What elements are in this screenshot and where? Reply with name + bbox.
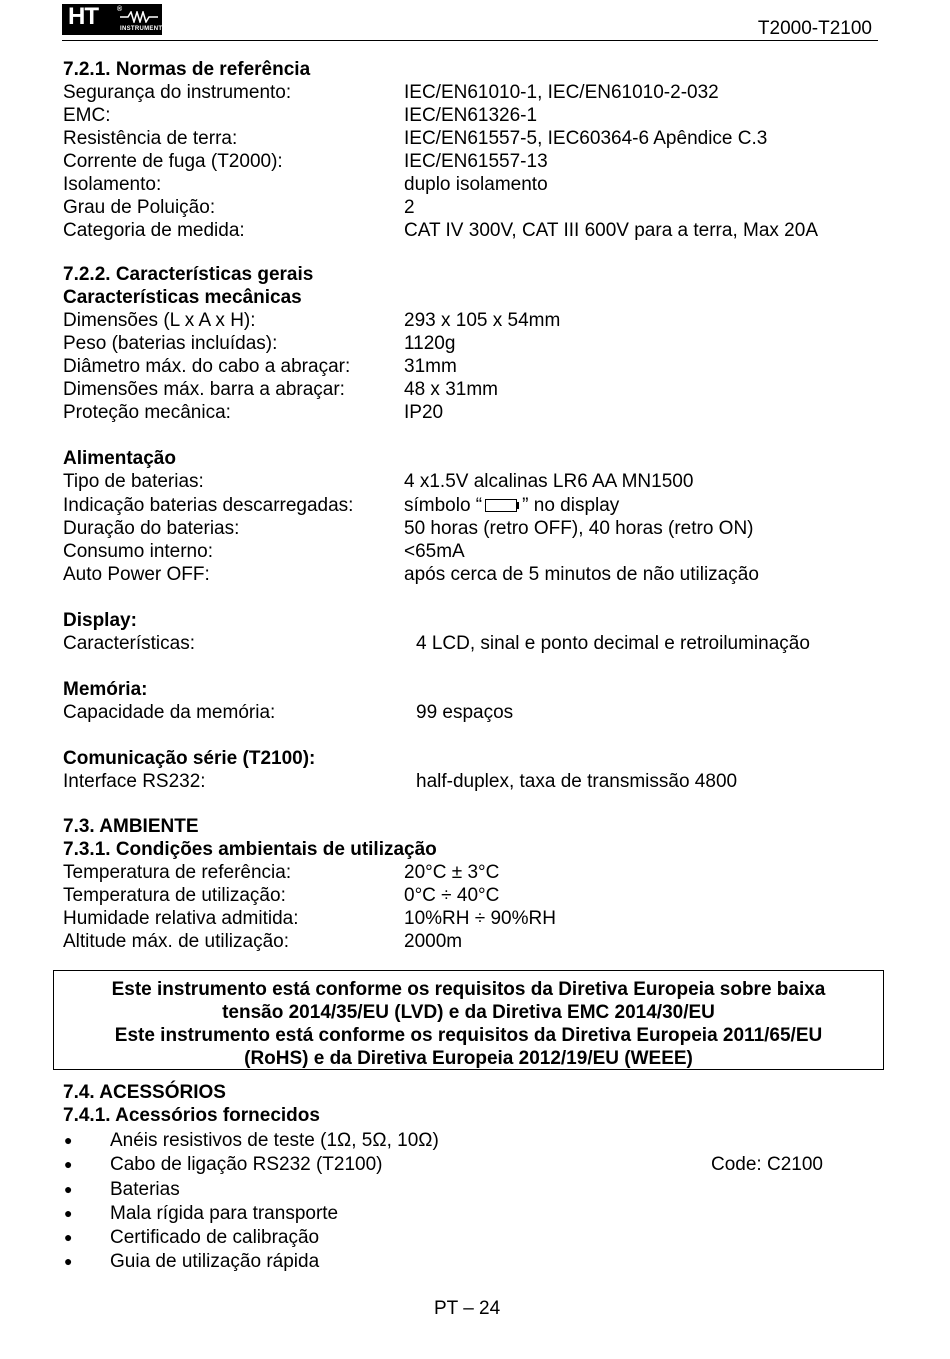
- notice-line: (RoHS) e da Diretiva Europeia 2012/19/EU (WEEE): [244, 1048, 693, 1069]
- subsection-title-display: Display:: [63, 610, 137, 631]
- waveform-icon: [120, 11, 158, 23]
- section-title-7-2-1: 7.2.1. Normas de referência: [63, 59, 311, 80]
- bullet-icon: ●: [64, 1253, 73, 1269]
- section-title-7-3: 7.3. AMBIENTE: [63, 816, 199, 837]
- spec-label: Peso (baterias incluídas):: [63, 333, 278, 354]
- spec-label: Indicação baterias descarregadas:: [63, 495, 354, 516]
- compliance-notice-box: [53, 970, 884, 1070]
- spec-value: 48 x 31mm: [404, 379, 498, 400]
- logo-subtext: INSTRUMENTS: [120, 26, 167, 32]
- spec-value: 4 x1.5V alcalinas LR6 AA MN1500: [404, 471, 694, 492]
- section-title-7-4: 7.4. ACESSÓRIOS: [63, 1082, 226, 1103]
- spec-value: 1120g: [404, 333, 456, 354]
- registered-mark: ®: [117, 6, 123, 13]
- list-item-code: Code: C2100: [711, 1154, 823, 1175]
- spec-label: Características:: [63, 633, 195, 654]
- spec-value-suffix: ” no display: [522, 495, 620, 516]
- subsection-title-mechanical: Características mecânicas: [63, 287, 302, 308]
- bullet-icon: ●: [64, 1132, 73, 1148]
- spec-label: Humidade relativa admitida:: [63, 908, 299, 929]
- spec-value: IEC/EN61010-1, IEC/EN61010-2-032: [404, 82, 719, 103]
- logo-text: HT: [68, 3, 98, 30]
- spec-value: 99 espaços: [416, 702, 514, 723]
- spec-value: 2: [404, 197, 415, 218]
- bullet-icon: ●: [64, 1181, 73, 1197]
- spec-label: Dimensões (L x A x H):: [63, 310, 256, 331]
- subsection-title-memory: Memória:: [63, 679, 148, 700]
- notice-line: tensão 2014/35/EU (LVD) e da Diretiva EMC 2014/30/EU: [222, 1002, 715, 1023]
- list-item: Mala rígida para transporte: [110, 1203, 339, 1224]
- spec-value: CAT IV 300V, CAT III 600V para a terra, Max 20A: [404, 220, 818, 241]
- spec-value: half-duplex, taxa de transmissão 4800: [416, 771, 738, 792]
- notice-line: Este instrumento está conforme os requisitos da Diretiva Europeia sobre baixa: [111, 979, 826, 1000]
- spec-label: Consumo interno:: [63, 541, 213, 562]
- spec-value: 293 x 105 x 54mm: [404, 310, 561, 331]
- spec-value: 10%RH ÷ 90%RH: [404, 908, 556, 929]
- bullet-icon: ●: [64, 1156, 73, 1172]
- section-title-7-3-1: 7.3.1. Condições ambientais de utilização: [63, 839, 437, 860]
- list-item: Anéis resistivos de teste (1Ω, 5Ω, 10Ω): [110, 1130, 439, 1151]
- spec-value: <65mA: [404, 541, 465, 562]
- spec-label: Dimensões máx. barra a abraçar:: [63, 379, 345, 400]
- spec-value: [404, 494, 619, 517]
- spec-label: EMC:: [63, 105, 111, 126]
- spec-value: 50 horas (retro OFF), 40 horas (retro ON): [404, 518, 754, 539]
- spec-label: Grau de Poluição:: [63, 197, 216, 218]
- spec-value: IEC/EN61557-13: [404, 151, 548, 172]
- spec-value-prefix: símbolo “: [404, 495, 483, 516]
- spec-value: IP20: [404, 402, 444, 423]
- spec-label: Diâmetro máx. do cabo a abraçar:: [63, 356, 351, 377]
- bullet-icon: ●: [64, 1229, 73, 1245]
- subsection-title-power: Alimentação: [63, 448, 176, 469]
- spec-value: 2000m: [404, 931, 463, 952]
- list-item: Baterias: [110, 1179, 180, 1200]
- spec-label: Altitude máx. de utilização:: [63, 931, 290, 952]
- page-number: PT – 24: [434, 1298, 501, 1319]
- list-item: Guia de utilização rápida: [110, 1251, 320, 1272]
- bullet-icon: ●: [64, 1205, 73, 1221]
- spec-label: Capacidade da memória:: [63, 702, 276, 723]
- spec-value: duplo isolamento: [404, 174, 548, 195]
- spec-label: Proteção mecânica:: [63, 402, 231, 423]
- spec-label: Segurança do instrumento:: [63, 82, 292, 103]
- spec-value: após cerca de 5 minutos de não utilização: [404, 564, 759, 585]
- list-item: Certificado de calibração: [110, 1227, 320, 1248]
- header-divider: [62, 40, 878, 41]
- spec-label: Interface RS232:: [63, 771, 206, 792]
- spec-label: Categoria de medida:: [63, 220, 245, 241]
- spec-label: Auto Power OFF:: [63, 564, 210, 585]
- spec-label: Resistência de terra:: [63, 128, 238, 149]
- spec-value: 31mm: [404, 356, 457, 377]
- battery-icon: [484, 499, 520, 512]
- spec-value: 20°C ± 3°C: [404, 862, 500, 883]
- notice-line: Este instrumento está conforme os requisitos da Diretiva Europeia 2011/65/EU: [114, 1025, 823, 1046]
- spec-label: Temperatura de referência:: [63, 862, 292, 883]
- spec-label: Duração do baterias:: [63, 518, 240, 539]
- subsection-title-serial: Comunicação série (T2100):: [63, 748, 316, 769]
- section-title-7-4-1: 7.4.1. Acessórios fornecidos: [63, 1105, 320, 1126]
- spec-value: 4 LCD, sinal e ponto decimal e retroiluminação: [416, 633, 810, 654]
- list-item: Cabo de ligação RS232 (T2100): [110, 1154, 383, 1175]
- spec-label: Isolamento:: [63, 174, 162, 195]
- spec-value: IEC/EN61557-5, IEC60364-6 Apêndice C.3: [404, 128, 768, 149]
- brand-logo: [62, 3, 167, 35]
- spec-label: Corrente de fuga (T2000):: [63, 151, 283, 172]
- spec-label: Tipo de baterias:: [63, 471, 204, 492]
- spec-value: IEC/EN61326-1: [404, 105, 538, 126]
- document-code: T2000-T2100: [757, 18, 872, 39]
- spec-value: 0°C ÷ 40°C: [404, 885, 500, 906]
- spec-label: Temperatura de utilização:: [63, 885, 286, 906]
- section-title-7-2-2: 7.2.2. Características gerais: [63, 264, 314, 285]
